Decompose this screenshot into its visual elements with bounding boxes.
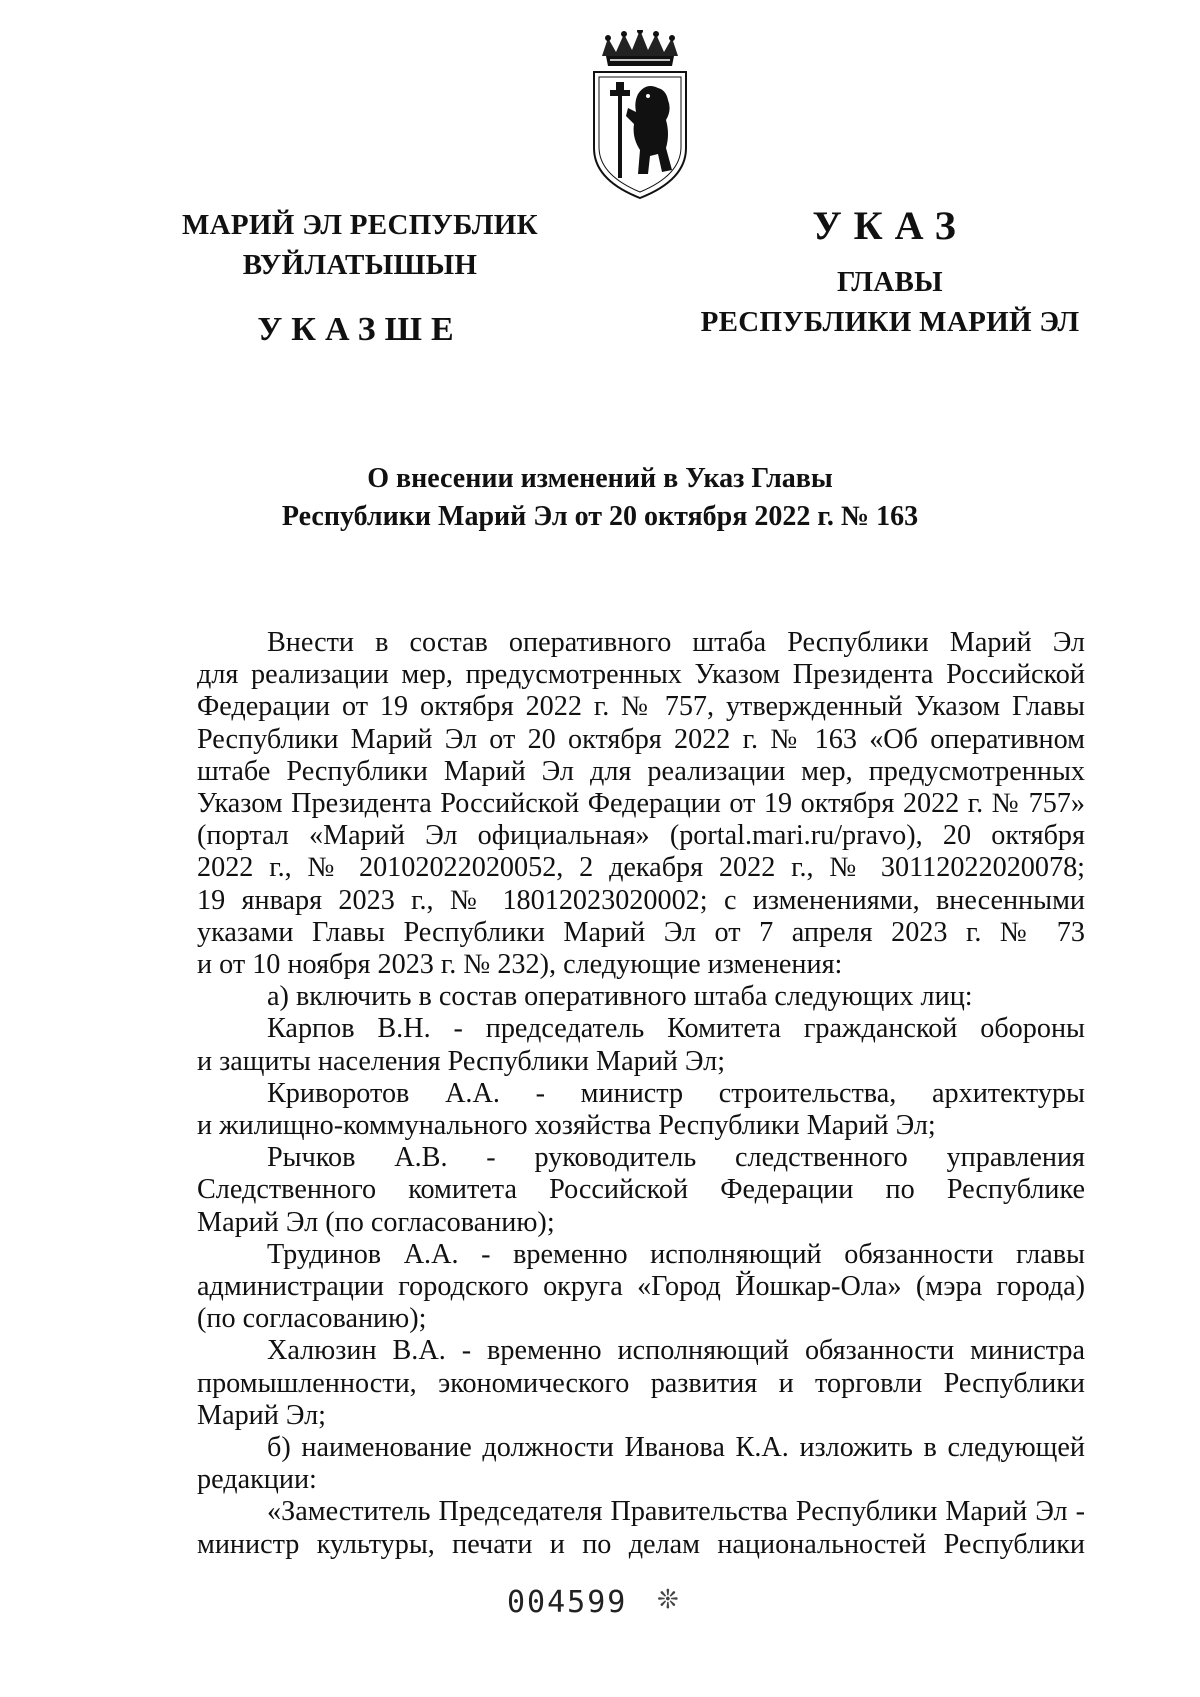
body-line: и защиты населения Республики Марий Эл; xyxy=(197,1045,726,1077)
body-line: Рычков А.В. - руководитель следственного управления xyxy=(267,1142,1085,1174)
document-title xyxy=(150,460,1050,536)
crown-icon xyxy=(602,30,678,66)
serial-mark-icon: ❊ xyxy=(657,1585,679,1615)
body-line: министр культуры, печати и по делам национальностей Республики xyxy=(197,1528,1085,1560)
header-right xyxy=(690,200,1090,342)
body-line: (по согласованию); xyxy=(197,1303,427,1335)
body-line: Указом Президента Российской Федерации от 19 октября 2022 г. № 757» xyxy=(197,788,1085,820)
header-left-line2: ВУЙЛАТЫШЫН xyxy=(242,249,478,281)
body-line: Марий Эл (по согласованию); xyxy=(197,1206,555,1238)
coat-of-arms-emblem xyxy=(588,30,692,202)
body-line: и от 10 ноября 2023 г. № 232), следующие изменения: xyxy=(197,949,843,981)
document-title-line1: О внесении изменений в Указ Главы xyxy=(367,463,833,494)
document-title-line2: Республики Марий Эл от 20 октября 2022 г. № 163 xyxy=(281,501,919,532)
body-line: б) наименование должности Иванова К.А. изложить в следующей xyxy=(267,1432,1085,1464)
header-right-title: УКАЗ xyxy=(812,203,968,248)
body-line: указами Главы Республики Марий Эл от 7 апреля 2023 г. № 73 xyxy=(197,916,1085,948)
header-left-line1: МАРИЙ ЭЛ РЕСПУБЛИК xyxy=(182,209,538,241)
body-line: «Заместитель Председателя Правительства Республики Марий Эл - xyxy=(267,1496,1085,1528)
body-line: промышленности, экономического развития и торговли Республики xyxy=(197,1367,1085,1399)
body-line: редакции: xyxy=(197,1464,317,1496)
body-line: Следственного комитета Российской Федерации по Республике xyxy=(197,1174,1085,1206)
body-line: для реализации мер, предусмотренных Указом Президента Российской xyxy=(197,659,1085,691)
body-line: 2022 г., № 20102022020052, 2 декабря 2022 г., № 30112022020078; xyxy=(197,852,1085,884)
document-serial-number: 004599 xyxy=(507,1585,628,1620)
body-line: Внести в состав оперативного штаба Республики Марий Эл xyxy=(267,627,1085,658)
body-line: Трудинов А.А. - временно исполняющий обязанности главы xyxy=(267,1238,1085,1270)
body-line: штабе Республики Марий Эл для реализации мер, предусмотренных xyxy=(197,755,1085,787)
body-line: а) включить в состав оперативного штаба следующих лиц: xyxy=(267,981,973,1013)
header-left-title: УКАЗШЕ xyxy=(257,311,463,348)
body-line: Федерации от 19 октября 2022 г. № 757, утвержденный Указом Главы xyxy=(197,691,1085,723)
body-line: (портал «Марий Эл официальная» (portal.mari.ru/pravo), 20 октября xyxy=(197,820,1085,852)
body-line: Криворотов А.А. - министр строительства, архитектуры xyxy=(267,1077,1085,1109)
body-line: Карпов В.Н. - председатель Комитета гражданской обороны xyxy=(267,1013,1085,1045)
body-line: Халюзин В.А. - временно исполняющий обязанности министра xyxy=(267,1335,1085,1367)
bear-icon xyxy=(610,82,672,178)
body-line: администрации городского округа «Город Йошкар-Ола» (мэра города) xyxy=(197,1271,1085,1303)
document-body xyxy=(197,627,1085,1561)
header-right-line1: ГЛАВЫ xyxy=(837,266,943,298)
body-line: 19 января 2023 г., № 18012023020002; с изменениями, внесенными xyxy=(197,884,1085,916)
header-right-line2: РЕСПУБЛИКИ МАРИЙ ЭЛ xyxy=(700,306,1080,338)
body-line: и жилищно-коммунального хозяйства Республики Марий Эл; xyxy=(197,1110,936,1142)
header-left xyxy=(180,205,540,349)
body-line: Республики Марий Эл от 20 октября 2022 г. № 163 «Об оперативном xyxy=(197,723,1085,755)
body-line: Марий Эл; xyxy=(197,1399,327,1431)
